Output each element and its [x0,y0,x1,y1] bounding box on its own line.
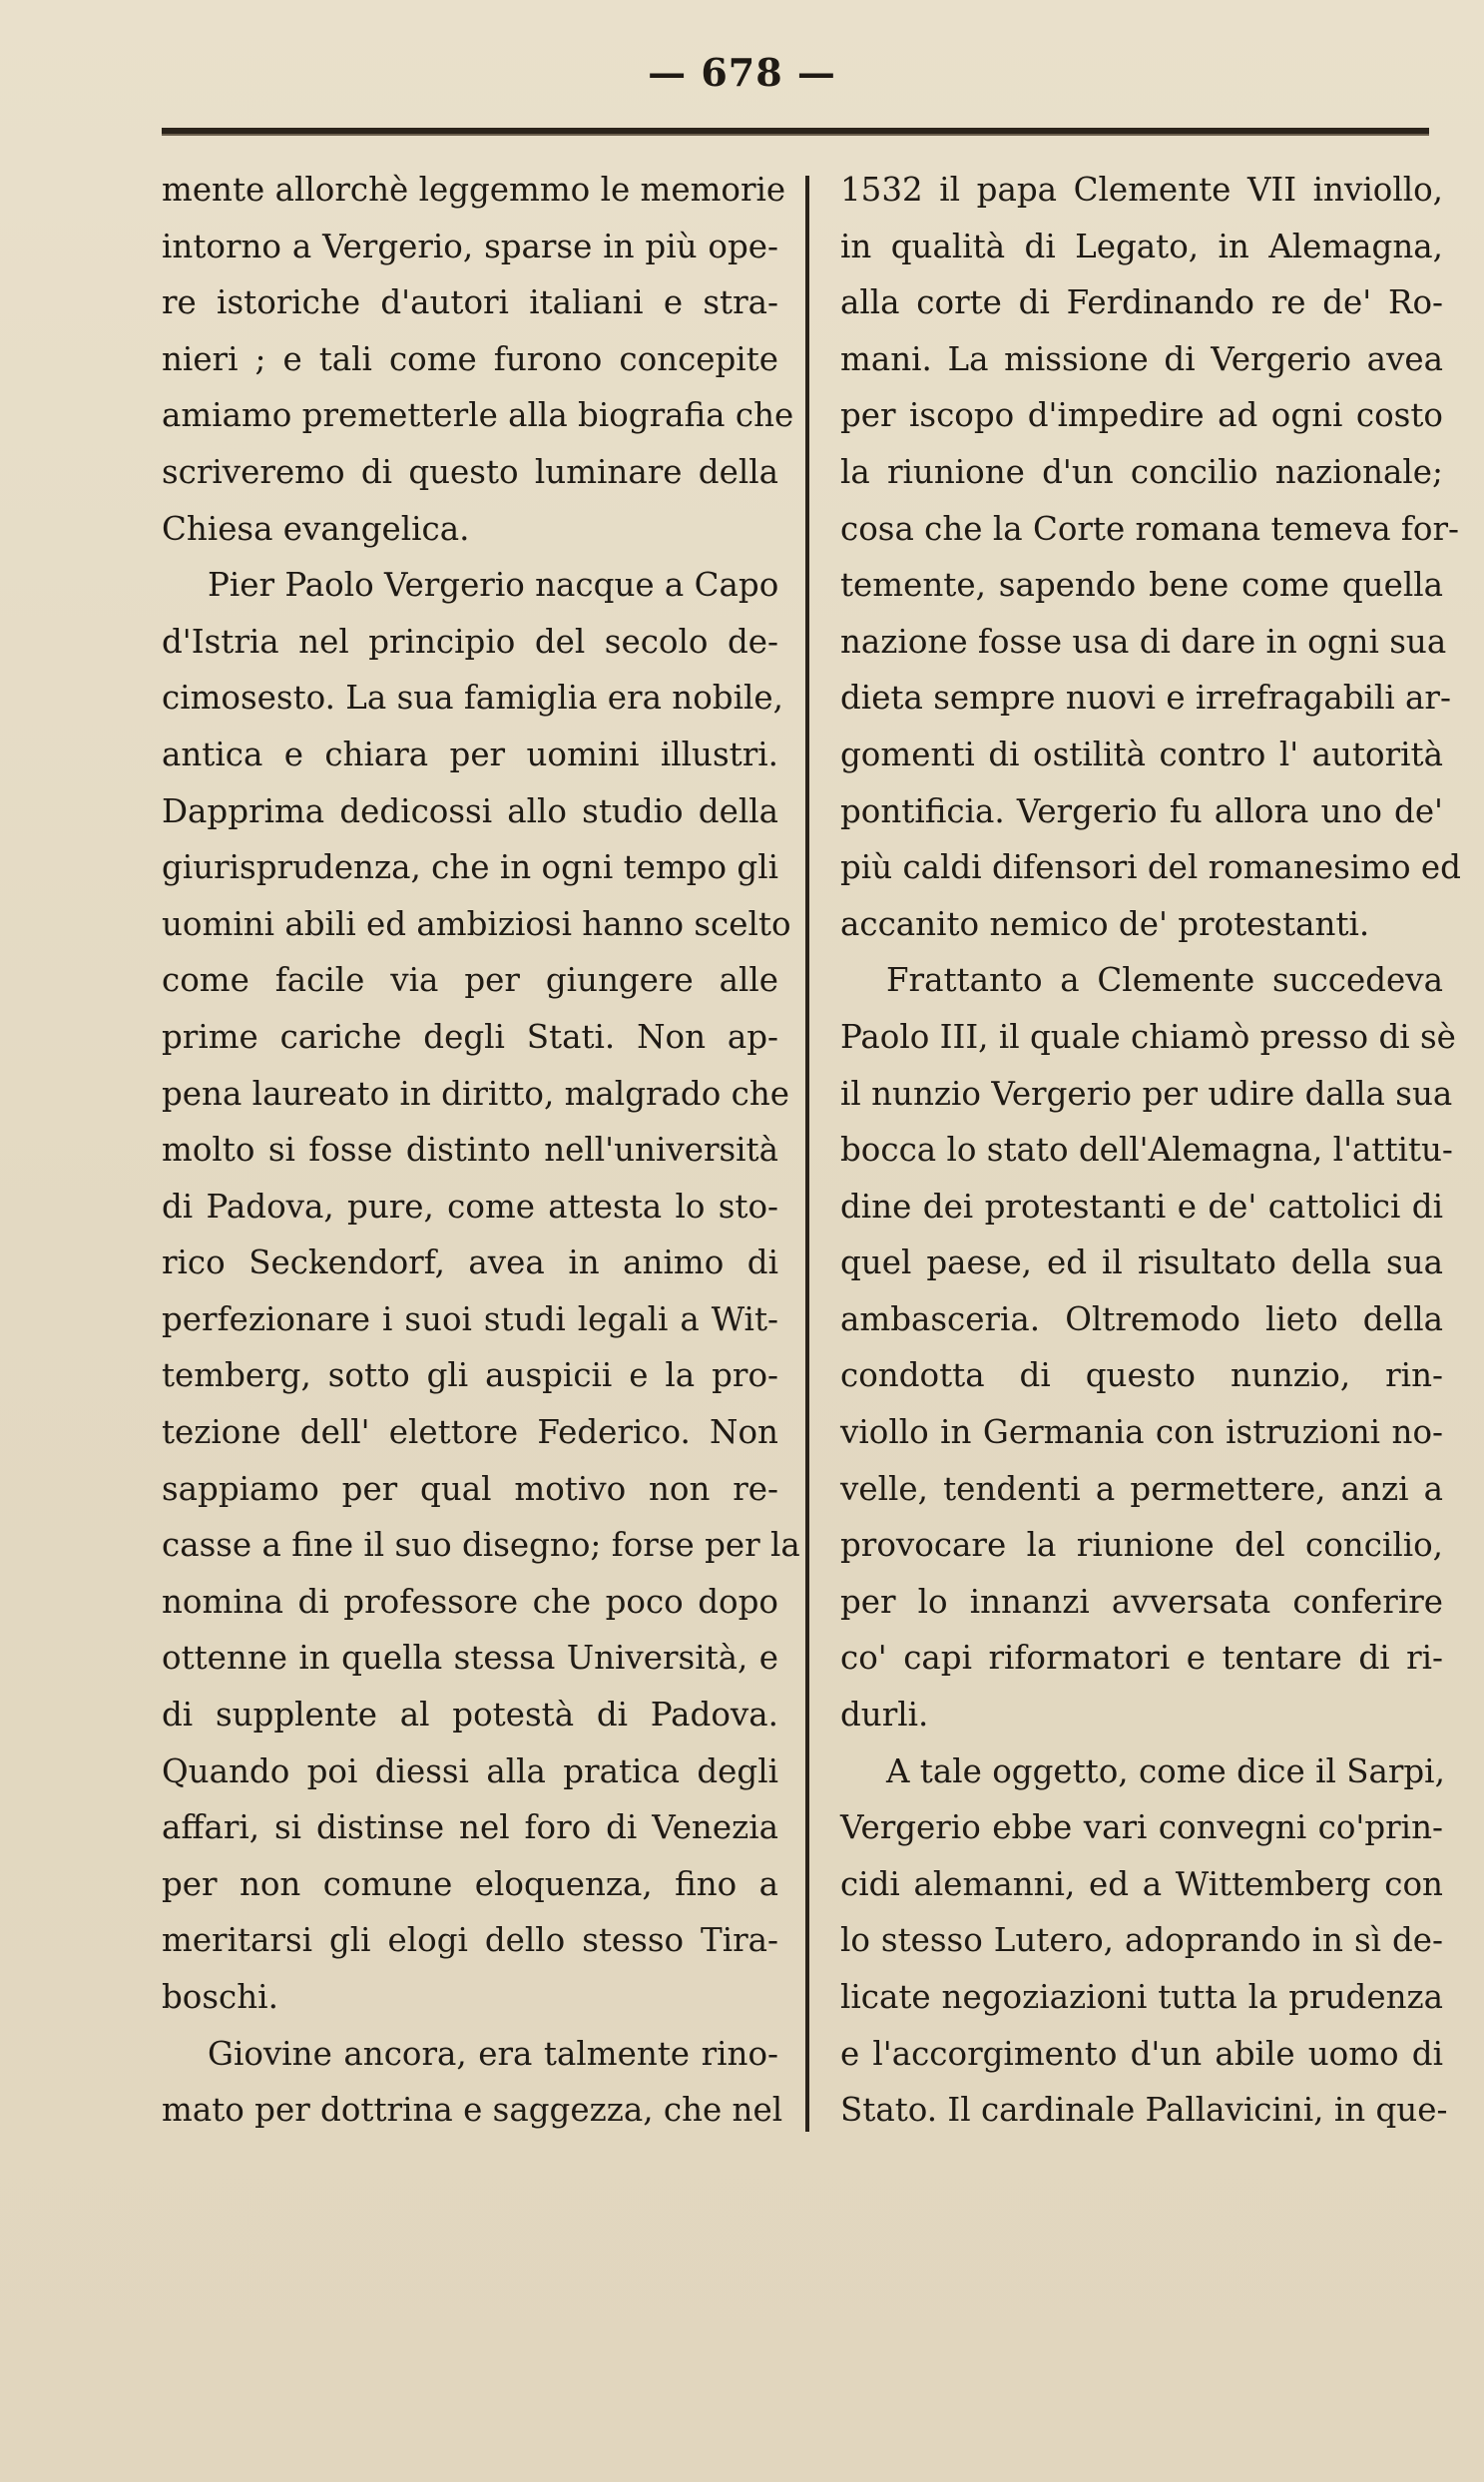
text-line: nomina di professore che poco dopo [162,1582,778,1621]
text-line: Pier Paolo Vergerio nacque a Capo [208,566,779,605]
text-line: temente, sapendo bene come quella [840,566,1443,605]
text-line: giurisprudenza, che in ogni tempo gli [162,848,778,887]
header-rule [162,128,1429,136]
text-line: la riunione d'un concilio nazionale; [840,452,1443,491]
text-line: Dapprima dedicossi allo studio della [162,791,778,830]
text-line: d'Istria nel principio del secolo de- [162,622,778,661]
text-line: cosa che la Corte romana temeva for- [840,509,1460,548]
text-line: viollo in Germania con istruzioni no- [840,1413,1443,1452]
text-line: mato per dottrina e saggezza, che nel [162,2091,783,2130]
text-line: dine dei protestanti e de' cattolici di [840,1187,1443,1226]
text-line: meritarsi gli elogi dello stesso Tira- [162,1921,778,1960]
text-line: Paolo III, il quale chiamò presso di sè [840,1017,1456,1056]
text-line: quel paese, ed il risultato della sua [840,1243,1443,1282]
text-line: mente allorchè leggemmo le memorie [162,171,786,209]
text-line: per non comune eloquenza, fino a [162,1864,778,1903]
text-line: lo stesso Lutero, adoprando in sì de- [840,1921,1443,1960]
text-line: bocca lo stato dell'Alemagna, l'attitu- [840,1131,1453,1170]
text-line: come facile via per giungere alle [162,961,778,1000]
text-line: di Padova, pure, come attesta lo sto- [162,1187,778,1226]
text-line: tezione dell' elettore Federico. Non [162,1413,778,1452]
text-line: per lo innanzi avversata conferire [840,1582,1443,1621]
text-line: cidi alemanni, ed a Wittemberg con [840,1864,1443,1903]
text-line: sappiamo per qual motivo non re- [162,1469,778,1508]
text-line: per iscopo d'impedire ad ogni costo [840,396,1443,435]
right-text-column [840,162,1461,2139]
text-line: dieta sempre nuovi e irrefragabili ar- [840,679,1451,718]
text-line: cimosesto. La sua famiglia era nobile, [162,679,783,718]
text-line: amiamo premetterle alla biografia che [162,396,794,435]
text-line: boschi. [162,1978,278,2016]
text-line: uomini abili ed ambiziosi hanno scelto [162,904,791,943]
text-line: perfezionare i suoi studi legali a Wit- [162,1299,778,1338]
text-line: re istoriche d'autori italiani e stra- [162,283,778,322]
text-line: più caldi difensori del romanesimo ed [840,848,1461,887]
text-line: nieri ; e tali come furono concepite [162,339,778,378]
left-text-column [162,162,800,2139]
column-divider [805,176,809,2132]
text-line: il nunzio Vergerio per udire dalla sua [840,1074,1453,1113]
text-line: di supplente al potestà di Padova. [162,1696,778,1735]
text-line: nazione fosse usa di dare in ogni sua [840,622,1447,661]
text-line: pena laureato in diritto, malgrado che [162,1074,789,1113]
text-line: alla corte di Ferdinando re de' Ro- [840,283,1443,322]
text-line: Giovine ancora, era talmente rino- [208,2034,778,2073]
text-line: velle, tendenti a permettere, anzi a [840,1469,1443,1508]
text-line: durli. [840,1696,929,1735]
text-line: gomenti di ostilità contro l' autorità [840,735,1443,773]
text-line: casse a fine il suo disegno; forse per la [162,1526,800,1565]
text-line: affari, si distinse nel foro di Venezia [162,1808,778,1847]
text-line: Stato. Il cardinale Pallavicini, in que- [840,2091,1448,2130]
text-line: intorno a Vergerio, sparse in più ope- [162,227,778,265]
text-line: in qualità di Legato, in Alemagna, [840,227,1443,265]
text-line: Chiesa evangelica. [162,509,470,548]
text-line: accanito nemico de' protestanti. [840,904,1370,943]
text-line: 1532 il papa Clemente VII inviollo, [840,171,1443,209]
text-line: Quando poi diessi alla pratica degli [162,1751,778,1790]
text-line: prime cariche degli Stati. Non ap- [162,1017,778,1056]
text-line: Frattanto a Clemente succedeva [886,961,1443,1000]
text-line: temberg, sotto gli auspicii e la pro- [162,1356,778,1395]
text-line: provocare la riunione del concilio, [840,1526,1443,1565]
text-line: co' capi riformatori e tentare di ri- [840,1639,1443,1678]
text-line: Vergerio ebbe vari convegni co'prin- [840,1808,1443,1847]
text-line: mani. La missione di Vergerio avea [840,339,1443,378]
text-line: scriveremo di questo luminare della [162,452,778,491]
text-line: ottenne in quella stessa Università, e [162,1639,778,1678]
text-line: e l'accorgimento d'un abile uomo di [840,2034,1443,2073]
text-line: licate negoziazioni tutta la prudenza [840,1978,1443,2016]
text-line: condotta di questo nunzio, rin- [840,1356,1443,1395]
text-line: rico Seckendorf, avea in animo di [162,1243,778,1282]
text-line: molto si fosse distinto nell'università [162,1131,778,1170]
text-line: antica e chiara per uomini illustri. [162,735,778,773]
text-line: pontificia. Vergerio fu allora uno de' [840,791,1443,830]
page-number: — 678 — [648,50,836,95]
text-line: A tale oggetto, come dice il Sarpi, [886,1751,1445,1790]
text-line: ambasceria. Oltremodo lieto della [840,1299,1443,1338]
